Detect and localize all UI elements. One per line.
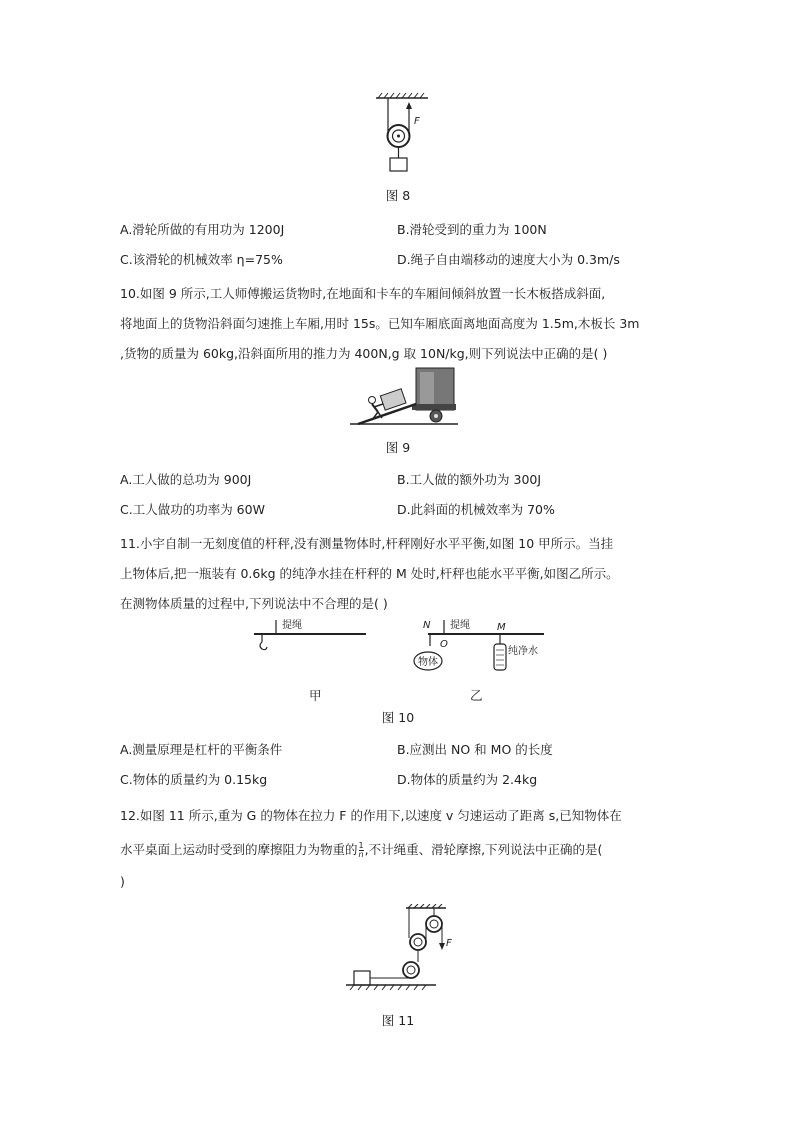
figure-10-steelyard-b — [400, 614, 550, 684]
figure-10-steelyard-a — [250, 614, 370, 654]
figure-11-pulley-system — [346, 904, 456, 996]
q10-option-c: C.工人做功的功率为 60W — [120, 502, 265, 517]
q10-option-a: A.工人做的总功为 900J — [120, 472, 252, 487]
fig10b-water-label: 纯净水 — [508, 646, 538, 657]
figure-8-caption: 图 8 — [385, 188, 411, 203]
q11-line-1: 11.小宇自制一无刻度值的杆秤,没有测量物体时,杆秤刚好水平平衡,如图 10 甲所示。当挂 — [120, 536, 614, 551]
fig8-force-label: F — [414, 116, 420, 127]
q12-fraction-den: n — [358, 850, 364, 859]
q9-option-b: B.滑轮受到的重力为 100N — [397, 222, 547, 237]
q9-option-a: A.滑轮所做的有用功为 1200J — [120, 222, 285, 237]
q10-line-3: ,货物的质量为 60kg,沿斜面所用的推力为 400N,g 取 10N/kg,则下列说法中正确的是( ) — [120, 346, 608, 361]
fig10b-o-label: O — [440, 639, 448, 650]
q11-line-3: 在测物体质量的过程中,下列说法中不合理的是( ) — [120, 596, 388, 611]
q10-line-1: 10.如图 9 所示,工人师傅搬运货物时,在地面和卡车的车厢间倾斜放置一长木板搭成斜面, — [120, 286, 606, 301]
q11-option-a: A.测量原理是杠杆的平衡条件 — [120, 742, 283, 757]
q12-fraction-num: 1 — [358, 841, 364, 850]
fig10b-object-label: 物体 — [418, 657, 438, 668]
figure-10-caption: 图 10 — [381, 710, 415, 725]
figure-9-incline — [350, 366, 460, 428]
q9-option-c: C.该滑轮的机械效率 η=75% — [120, 252, 283, 267]
q12-line-2-pre: 水平桌面上运动时受到的摩擦阻力为物重的 — [120, 842, 358, 857]
q9-option-d: D.绳子自由端移动的速度大小为 0.3m/s — [397, 252, 620, 267]
figure-11-caption: 图 11 — [381, 1013, 415, 1028]
fig10b-rope-label: 提绳 — [450, 620, 470, 631]
q11-option-c: C.物体的质量约为 0.15kg — [120, 772, 268, 787]
fig10a-rope-label: 提绳 — [282, 620, 302, 631]
fig10b-m-label: M — [497, 622, 506, 633]
fig10b-n-label: N — [423, 620, 431, 631]
figure-8-pulley — [370, 92, 430, 182]
q11-option-d: D.物体的质量约为 2.4kg — [397, 772, 538, 787]
q12-line-3: ) — [120, 874, 125, 889]
q10-line-2: 将地面上的货物沿斜面匀速推上车厢,用时 15s。已知车厢底面离地面高度为 1.5m,木板长 3m — [120, 316, 640, 331]
q12-fraction — [359, 842, 364, 859]
fig10-jia-label: 甲 — [309, 688, 322, 703]
fig11-force-label: F — [446, 938, 452, 949]
figure-9-caption: 图 9 — [385, 440, 411, 455]
q11-option-b: B.应测出 NO 和 MO 的长度 — [397, 742, 553, 757]
q12-line-2-post: ,不计绳重、滑轮摩擦,下列说法中正确的是( — [364, 842, 603, 857]
q10-option-d: D.此斜面的机械效率为 70% — [397, 502, 555, 517]
q12-line-2 — [120, 840, 602, 859]
q12-line-1: 12.如图 11 所示,重为 G 的物体在拉力 F 的作用下,以速度 v 匀速运动了距离 s,已知物体在 — [120, 808, 622, 823]
fig10-yi-label: 乙 — [470, 688, 483, 703]
q11-line-2: 上物体后,把一瓶装有 0.6kg 的纯净水挂在杆秤的 M 处时,杆秤也能水平平衡,如图乙所示。 — [120, 566, 619, 581]
q10-option-b: B.工人做的额外功为 300J — [397, 472, 542, 487]
